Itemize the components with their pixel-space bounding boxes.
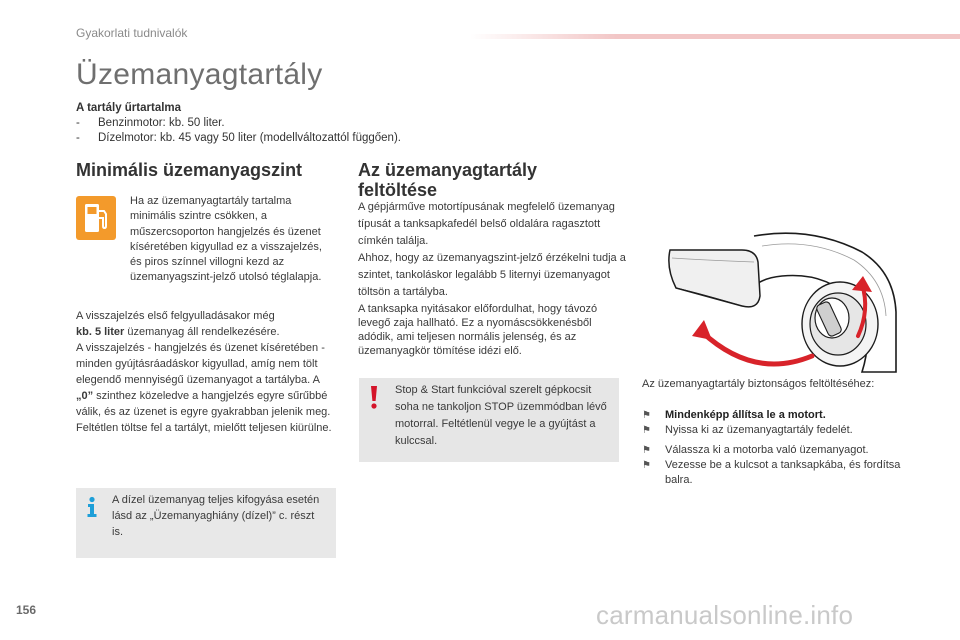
info-note-text: A dízel üzemanyag teljes kifogyása esetén lásd az „Üzemanyaghiány (dízel)” c. részt is. <box>112 494 320 538</box>
refill-heading: Az üzemanyagtartály feltöltése <box>358 160 538 200</box>
exclamation-icon <box>368 386 380 410</box>
flag-icon: ⚑ <box>642 460 651 471</box>
minimum-body-para: A visszajelzés - hangjelzés és üzenet kíséretében - minden gyújtásráadáskor kigyullad, amíg nem tölt elegendő mennyiségű üzemanyagot a tartályba. A „0” szinthez közeledve a hangjelzés egyre sűrűbbé válik, és az üzenet is egyre gyakrabban jelenik meg. <box>76 342 331 418</box>
flag-icon: ⚑ <box>642 410 651 421</box>
capacity-title: A tartály űrtartalma <box>76 102 182 114</box>
fuel-pump-icon <box>76 196 116 240</box>
flag-icon: ⚑ <box>642 425 651 436</box>
minimum-body-para: A visszajelzés első felgyulladásakor még kb. 5 liter üzemanyag áll rendelkezésére. <box>76 310 280 338</box>
minimum-body-para: Feltétlen töltse fel a tartályt, mielőtt teljesen kiürülne. <box>76 422 332 434</box>
page-number: 156 <box>16 603 37 617</box>
list-item: ⚑ Nyissa ki az üzemanyagtartály fedelét. <box>642 424 853 436</box>
refill-para: A gépjárműve motortípusának megfelelő üzemanyag típusát a tanksapkafedél belső oldalára ragasztott címkén találja. <box>358 201 615 247</box>
capacity-item: - Dízelmotor: kb. 45 vagy 50 liter (modellváltozattól függően). <box>76 132 401 144</box>
watermark: carmanualsonline.info <box>596 600 854 630</box>
fuel-cap-illustration <box>662 232 898 376</box>
capacity-block <box>76 101 401 146</box>
flag-icon: ⚑ <box>642 445 651 456</box>
list-item: ⚑ Mindenképp állítsa le a motort. <box>642 409 826 421</box>
capacity-item: - Benzinmotor: kb. 50 liter. <box>76 117 225 129</box>
minimum-intro: Ha az üzemanyagtartály tartalma minimális szintre csökken, a műszercsoporton hangjelzés és üzenet kíséretében kigyullad ez a visszajelzés, és piros színnel villogni kezd az üzemanyagszint-jelző utolsó téglalapja. <box>130 195 322 284</box>
refill-para: Ahhoz, hogy az üzemanyagszint-jelző érzékelni tudja a szintet, tankoláskor legalább 5 liternyi üzemanyagot töltsön a tartályba. <box>358 252 626 298</box>
refill-paragraphs <box>358 199 628 301</box>
refill-para: A tanksapka nyitásakor előfordulhat, hogy távozó levegő zaja hallható. Ez a nyomáscsökkenésből adódik, ami teljesen normális jelenség, és az üzemanyagkör tömítése idézi elő. <box>358 303 598 357</box>
section-header: Gyakorlati tudnivalók <box>76 26 188 40</box>
warning-text: Stop & Start funkcióval szerelt gépkocsit soha ne tankoljon STOP üzemmódban lévő motorral. Feltétlenül vegye le a gyújtást a kulccsal. <box>395 384 607 447</box>
header-rule <box>470 34 960 39</box>
info-icon <box>84 496 100 518</box>
minimum-heading: Minimális üzemanyagszint <box>76 160 303 180</box>
page-title: Üzemanyagtartály <box>76 58 323 91</box>
safety-intro: Az üzemanyagtartály biztonságos feltöltéséhez: <box>642 378 875 390</box>
list-item: ⚑ Vezesse be a kulcsot a tanksapkába, és fordítsa balra. <box>642 459 901 486</box>
safety-steps <box>642 408 912 488</box>
minimum-body <box>76 308 338 436</box>
list-item: ⚑ Válassza ki a motorba való üzemanyagot. <box>642 444 869 456</box>
